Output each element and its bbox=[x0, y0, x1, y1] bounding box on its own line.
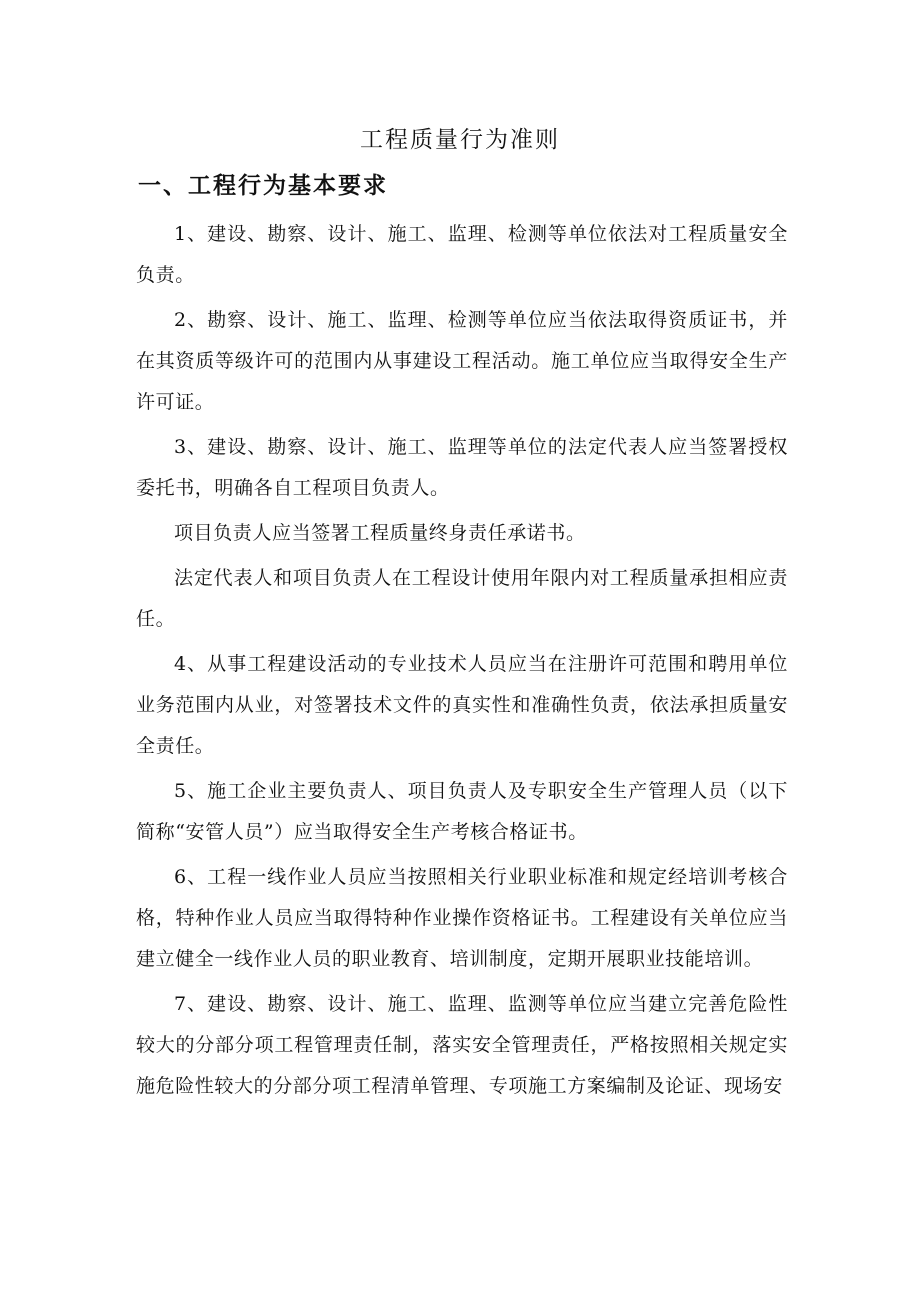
section-heading: 一、工程行为基本要求 bbox=[138, 173, 388, 199]
paragraph-2: 2、勘察、设计、施工、监理、检测等单位应当依法取得资质证书，并在其资质等级许可的范围内从事建设工程活动。施工单位应当取得安全生产许可证。 bbox=[136, 309, 788, 413]
paragraph-1: 1、建设、勘察、设计、施工、监理、检测等单位依法对工程质量安全负责。 bbox=[136, 223, 788, 286]
paragraph-3-legal-rep: 法定代表人和项目负责人在工程设计使用年限内对工程质量承担相应责任。 bbox=[136, 567, 788, 630]
document-body bbox=[136, 214, 788, 1111]
paragraph-5: 5、施工企业主要负责人、项目负责人及专职安全生产管理人员（以下简称“安管人员”）应当取得安全生产考核合格证书。 bbox=[136, 780, 788, 843]
document-title: 工程质量行为准则 bbox=[360, 127, 560, 153]
paragraph-3: 3、建设、勘察、设计、施工、监理等单位的法定代表人应当签署授权委托书，明确各自工程项目负责人。 bbox=[136, 436, 788, 499]
paragraph-4: 4、从事工程建设活动的专业技术人员应当在注册许可范围和聘用单位业务范围内从业，对签署技术文件的真实性和准确性负责，依法承担质量安全责任。 bbox=[136, 653, 788, 757]
paragraph-6: 6、工程一线作业人员应当按照相关行业职业标准和规定经培训考核合格，特种作业人员应当取得特种作业操作资格证书。工程建设有关单位应当建立健全一线作业人员的职业教育、培训制度，定期开展职业技能培训。 bbox=[136, 866, 788, 970]
paragraph-3-project-lead: 项目负责人应当签署工程质量终身责任承诺书。 bbox=[174, 522, 586, 544]
paragraph-7: 7、建设、勘察、设计、施工、监理、监测等单位应当建立完善危险性较大的分部分项工程管理责任制，落实安全管理责任，严格按照相关规定实施危险性较大的分部分项工程清单管理、专项施工方案编制及论证、现场安 bbox=[136, 993, 788, 1097]
